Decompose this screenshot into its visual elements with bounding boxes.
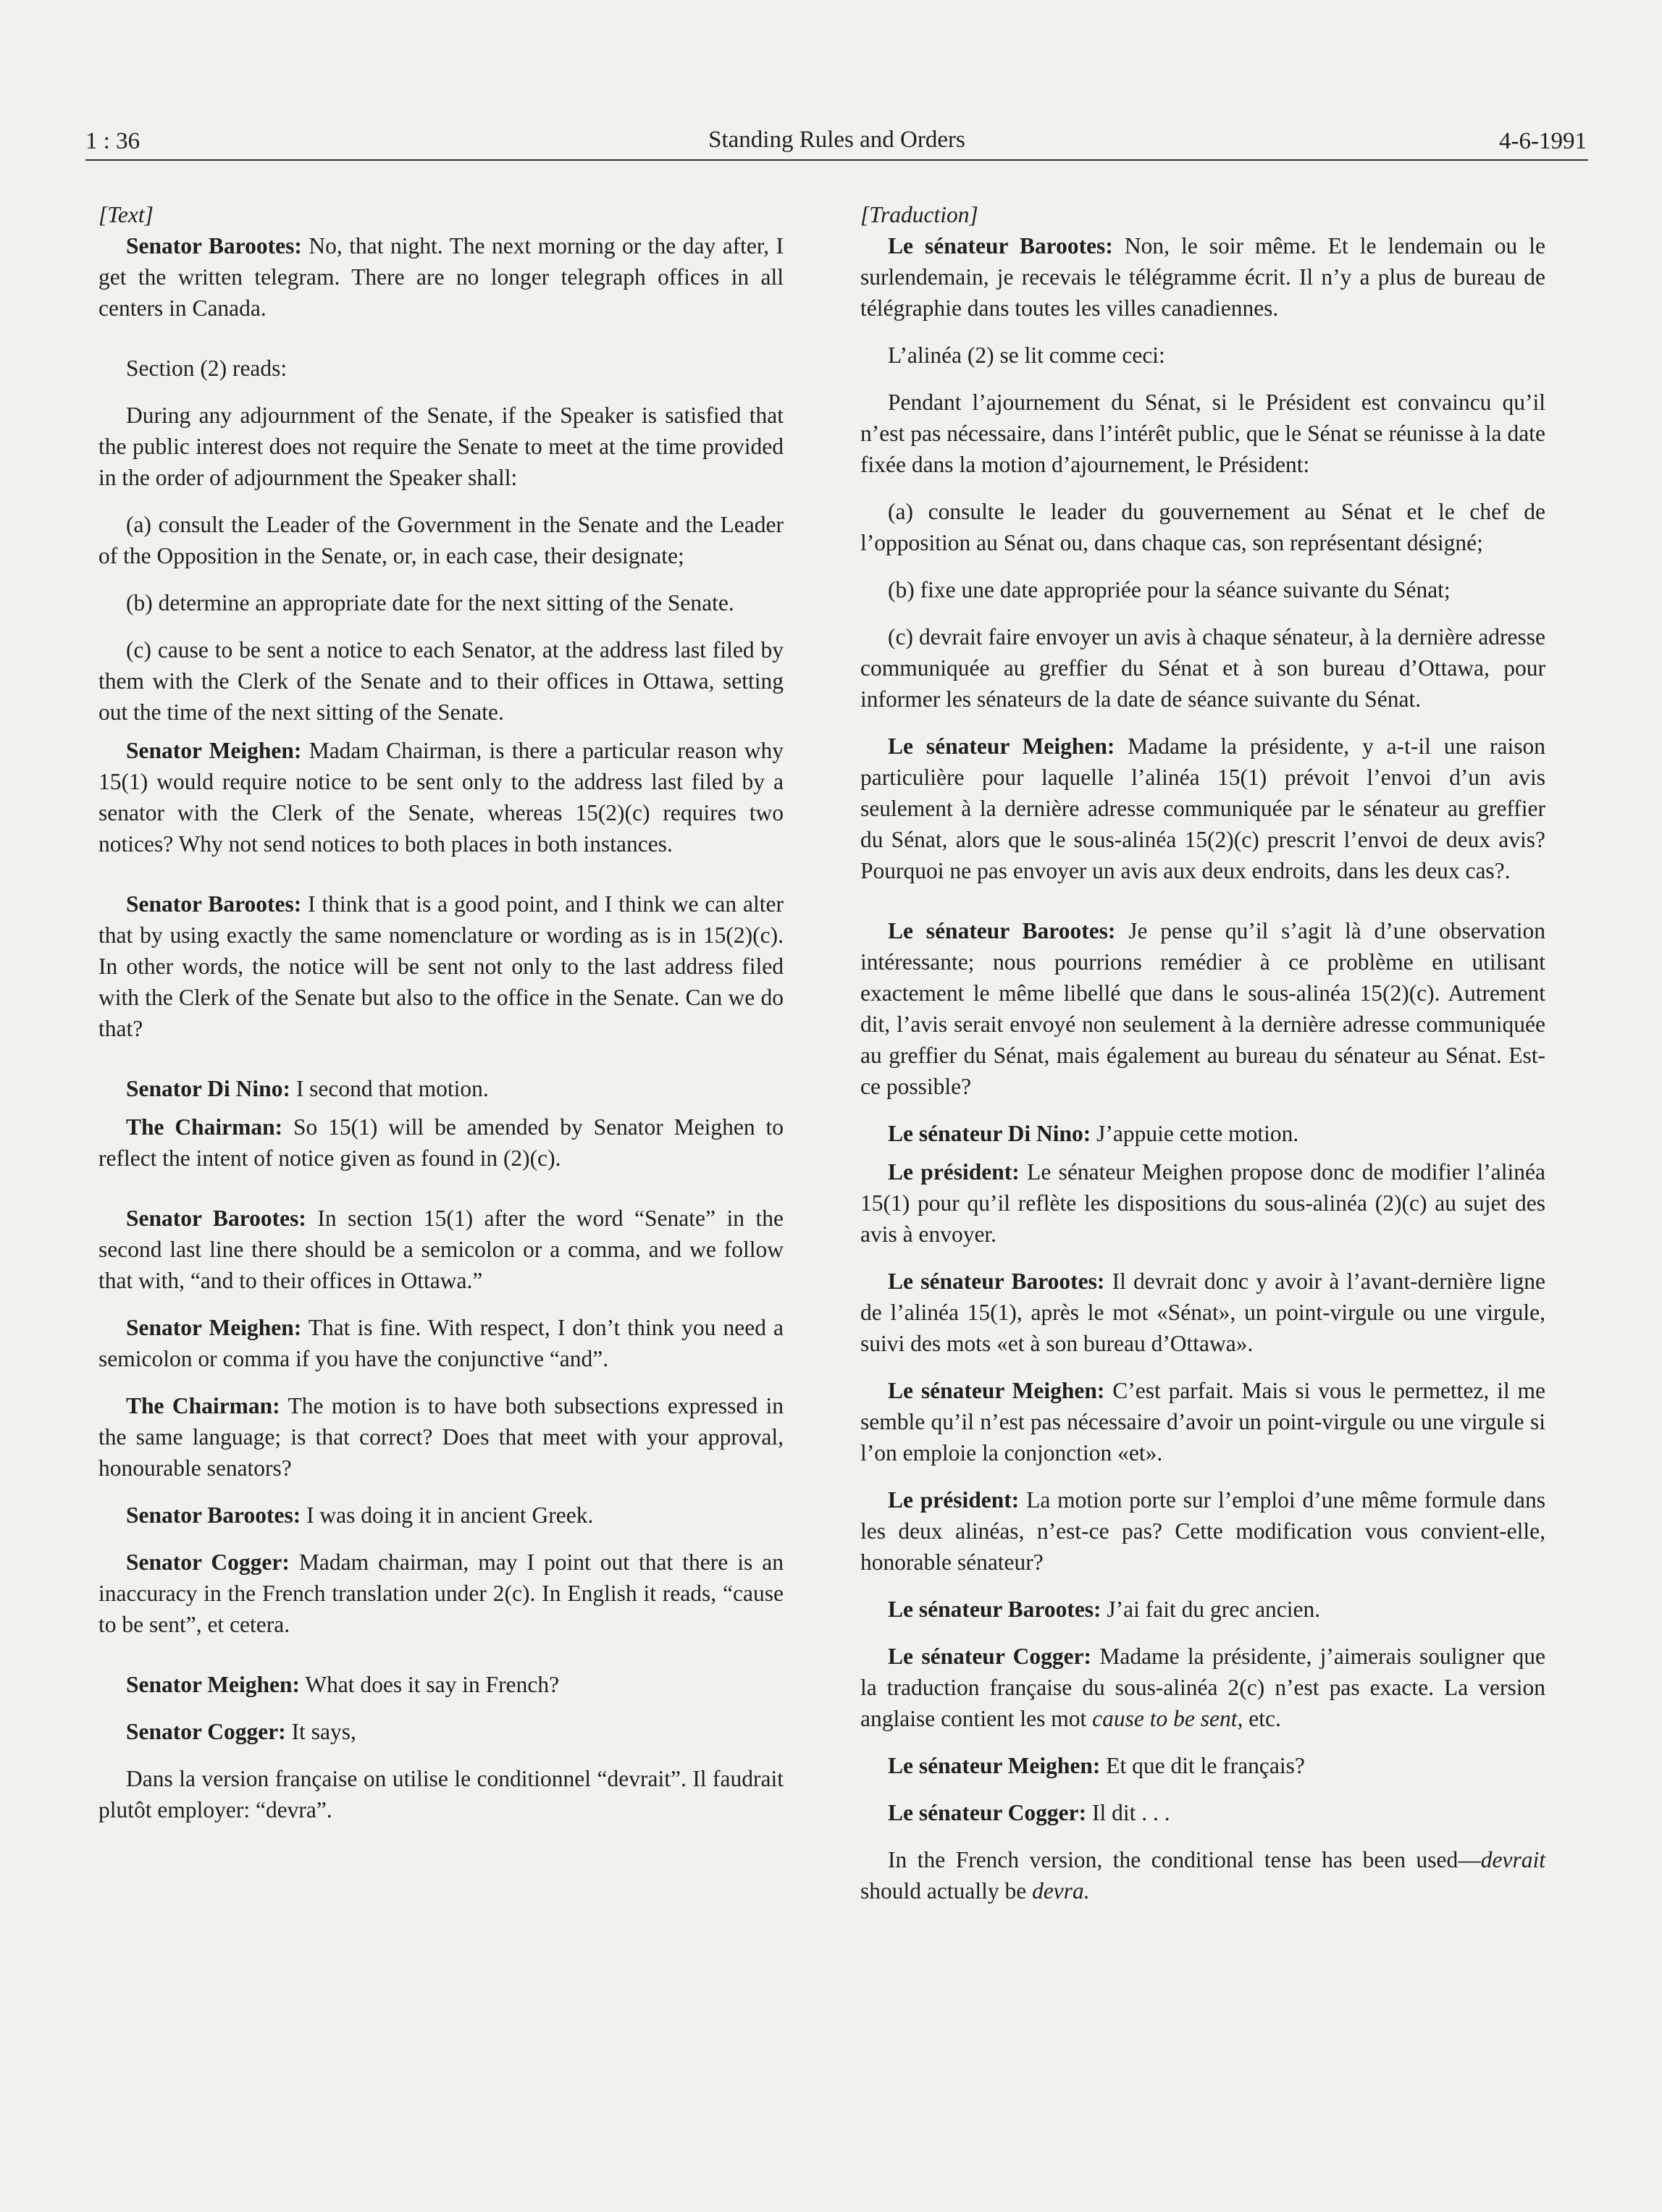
speech-text: That is fine. With respect, I don’t think you need a semicolon or comma if you have the conjunctive “and”.: [98, 1315, 784, 1371]
paragraph: [860, 1156, 1545, 1250]
speech-text: In section 15(1) after the word “Senate” in the second last line there should be a semicolon or a comma, and we follow that with, “and to their offices in Ottawa.”: [98, 1206, 784, 1293]
speech-text: Madam chairman, may I point out that there is an inaccuracy in the French translation under 2(c). In English it reads, “cause to be sent”, et cetera.: [98, 1549, 784, 1637]
quoted-rule: (a) consult the Leader of the Government in the Senate and the Leader of the Opposition in the Senate, or, in each case, their designate;: [98, 512, 784, 568]
paragraph: [860, 1750, 1545, 1781]
paragraph: [860, 230, 1545, 324]
italic-word: devra.: [1032, 1878, 1090, 1904]
paragraph: [860, 1484, 1545, 1578]
text-tag: [Text]: [98, 202, 154, 227]
quoted-rule: (c) cause to be sent a notice to each Senator, at the address last filed by them with the Clerk of the Senate and to their offices in Ottawa, setting out the time of the next sitting of the Senate.: [98, 637, 784, 725]
speech-text: J’appuie cette motion.: [1091, 1121, 1299, 1146]
paragraph: [98, 1111, 784, 1174]
speaker-name: Senator Cogger:: [126, 1549, 290, 1575]
paragraph: [98, 1669, 784, 1700]
speaker-name: Senator Meighen:: [126, 1315, 302, 1340]
speaker-name: Senator Meighen:: [126, 1672, 301, 1697]
speech-text: Non, le soir même. Et le lendemain ou le surlendemain, je recevais le télégramme écrit. Il n’y a plus de bureau de télégraphie dans toutes les villes canadiennes.: [860, 233, 1545, 321]
speech-text: Madam Chairman, is there a particular reason why 15(1) would require notice to be sent only to the address last filed by a senator with the Clerk of the Senate, whereas 15(2)(c) requires two notices? Why not send notices to both places in both instances.: [98, 738, 784, 857]
speaker-name: Senator Meighen:: [126, 738, 302, 763]
running-title: Standing Rules and Orders: [708, 127, 965, 153]
speech-text: J’ai fait du grec ancien.: [1101, 1597, 1321, 1622]
speaker-name: Senator Di Nino:: [126, 1076, 290, 1101]
speaker-name: Le sénateur Barootes:: [888, 1269, 1105, 1294]
paragraph: [98, 1547, 784, 1640]
quoted-rule: (b) determine an appropriate date for the next sitting of the Senate.: [126, 590, 734, 615]
speaker-name: Le sénateur Barootes:: [888, 918, 1116, 943]
paragraph: [98, 230, 784, 324]
paragraph: [860, 1797, 1545, 1828]
speech-text: Madame la présidente, y a-t-il une raison particulière pour laquelle l’alinéa 15(1) prévoit l’envoi d’un avis seulement à la dernière adresse communiquée par le sénateur au greffier du Sénat, alors que le sous-alinéa 15(2)(c) prescrit l’envoi de deux avis? Pourquoi ne pas envoyer un avis aux deux endroits, dans les deux cas?.: [860, 733, 1546, 883]
paragraph: [860, 1594, 1545, 1625]
translation-tag: [Traduction]: [860, 202, 978, 227]
speaker-name: The Chairman:: [126, 1114, 283, 1140]
speech-text: Je pense qu’il s’agit là d’une observation intéressante; nous pourrions remédier à ce problème en utilisant exactement le même libellé que dans le sous-alinéa 15(2)(c). Autrement dit, l’avis serait envoyé non seulement à la dernière adresse communiquée au greffier du Sénat, mais également au bureau du sénateur au Sénat. Est-ce possible?: [860, 918, 1546, 1099]
paragraph: [98, 1073, 784, 1104]
speech-text: should actually be: [860, 1878, 1033, 1904]
paragraph: [98, 1500, 784, 1531]
speaker-name: Le président:: [888, 1487, 1020, 1513]
paragraph: [98, 1716, 784, 1747]
paragraph: L’alinéa (2) se lit comme ceci:: [888, 342, 1165, 368]
speech-text: Il dit . . .: [1086, 1800, 1170, 1825]
speaker-name: Le sénateur Di Nino:: [888, 1121, 1091, 1146]
speaker-name: Le président:: [888, 1159, 1020, 1185]
speech-text: So 15(1) will be amended by Senator Meighen to reflect the intent of notice given as found in (2)(c).: [98, 1114, 784, 1171]
speaker-name: Senator Barootes:: [126, 233, 302, 258]
speaker-name: Le sénateur Cogger:: [888, 1800, 1087, 1825]
speech-text: etc.: [1243, 1706, 1281, 1731]
paragraph: [98, 735, 784, 859]
speech-text: Et que dit le français?: [1100, 1753, 1305, 1778]
speech-text: What does it say in French?: [300, 1672, 560, 1697]
speaker-name: Le sénateur Meighen:: [888, 1378, 1105, 1403]
speaker-name: Le sénateur Meighen:: [888, 733, 1115, 759]
speech-text: La motion porte sur l’emploi d’une même formule dans les deux alinéas, n’est-ce pas? Cette modification vous convient-elle, honorable sénateur?: [860, 1487, 1545, 1575]
speaker-name: Le sénateur Cogger:: [888, 1644, 1092, 1669]
page-date: 4-6-1991: [1499, 128, 1587, 154]
speech-text: The motion is to have both subsections expressed in the same language; is that correct? Does that meet with your approval, honourable senators?: [98, 1393, 784, 1481]
paragraph: [860, 731, 1545, 886]
speech-text: It says,: [285, 1719, 356, 1744]
speech-text: No, that night. The next morning or the day after, I get the written telegram. There are no longer telegraph offices in all centers in Canada.: [98, 233, 784, 321]
paragraph: [860, 1266, 1545, 1359]
quoted-rule: (a) consulte le leader du gouvernement au Sénat et le chef de l’opposition au Sénat ou, dans chaque cas, son représentant désigné;: [860, 499, 1545, 555]
speech-text: Le sénateur Meighen propose donc de modifier l’alinéa 15(1) pour qu’il reflète les dispositions du sous-alinéa (2)(c) au sujet des avis à envoyer.: [860, 1159, 1545, 1247]
page-header: [85, 123, 1588, 161]
quoted-rule: Pendant l’ajournement du Sénat, si le Président est convaincu qu’il n’est pas nécessaire, dans l’intérêt public, que le Sénat se réunisse à la date fixée dans la motion d’ajournement, le Président:: [860, 390, 1545, 477]
quoted-rule: (c) devrait faire envoyer un avis à chaque sénateur, à la dernière adresse communiquée au greffier du Sénat et à son bureau d’Ottawa, pour informer les sénateurs de la date de séance suivante du Sénat.: [860, 624, 1545, 712]
speech-text: I second that motion.: [290, 1076, 489, 1101]
speech-text: Il devrait donc y avoir à l’avant-dernière ligne de l’alinéa 15(1), après le mot «Sénat», un point-virgule ou une virgule, suivi des mots «et à son bureau d’Ottawa».: [860, 1269, 1545, 1356]
paragraph: [860, 915, 1545, 1102]
speaker-name: Le sénateur Barootes:: [888, 233, 1113, 258]
speaker-name: Le sénateur Barootes:: [888, 1597, 1101, 1622]
italic-word: devrait: [1480, 1847, 1545, 1872]
speech-text: Madame la présidente, j’aimerais souligner que la traduction française du sous-alinéa 2(c) n’est pas exacte. La version anglaise contient les mot: [860, 1644, 1545, 1731]
paragraph: [98, 1312, 784, 1374]
english-column: [98, 199, 784, 1825]
italic-phrase: cause to be sent,: [1092, 1706, 1243, 1731]
paragraph: Dans la version française on utilise le conditionnel “devrait”. Il faudrait plutôt employer: “devra”.: [98, 1766, 784, 1822]
speaker-name: Le sénateur Meighen:: [888, 1753, 1101, 1778]
speech-text: I was doing it in ancient Greek.: [301, 1502, 594, 1528]
french-column: [860, 199, 1545, 1906]
paragraph: [860, 1844, 1545, 1906]
paragraph: [860, 1641, 1545, 1734]
quoted-rule: During any adjournment of the Senate, if the Speaker is satisfied that the public interest does not require the Senate to meet at the time provided in the order of adjournment the Speaker shall:: [98, 403, 784, 490]
paragraph: Section (2) reads:: [126, 356, 288, 381]
speaker-name: Senator Barootes:: [126, 1206, 306, 1231]
speech-text: C’est parfait. Mais si vous le permettez, il me semble qu’il n’est pas nécessaire d’avoir un point-virgule ou une virgule si l’on emploie la conjonction «et».: [860, 1378, 1545, 1465]
speaker-name: Senator Barootes:: [126, 1502, 301, 1528]
paragraph: [860, 1118, 1545, 1149]
speaker-name: Senator Barootes:: [126, 891, 302, 917]
speech-text: In the French version, the conditional tense has been used—: [888, 1847, 1481, 1872]
paragraph: [98, 888, 784, 1044]
speech-text: I think that is a good point, and I think we can alter that by using exactly the same nomenclature or wording as is in 15(2)(c). In other words, the notice will be sent not only to the last address filed with the Clerk of the Senate but also to the office in the Senate. Can we do that?: [98, 891, 784, 1041]
paragraph: [860, 1375, 1545, 1468]
speaker-name: Senator Cogger:: [126, 1719, 286, 1744]
speaker-name: The Chairman:: [126, 1393, 280, 1418]
paragraph: [98, 1390, 784, 1484]
quoted-rule: (b) fixe une date appropriée pour la séance suivante du Sénat;: [888, 577, 1451, 602]
paragraph: [98, 1203, 784, 1296]
page-number: 1 : 36: [85, 128, 140, 154]
